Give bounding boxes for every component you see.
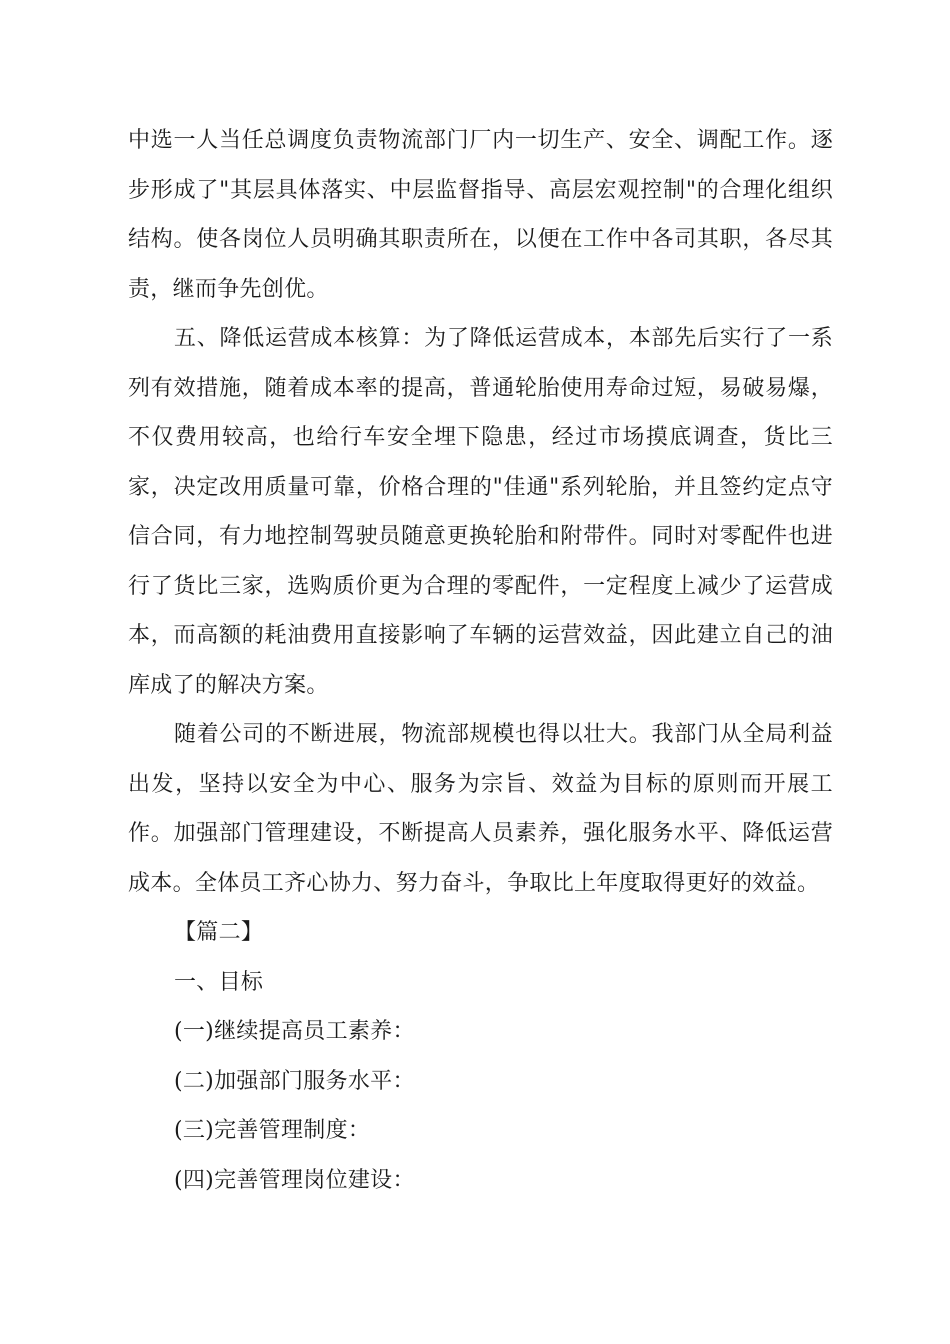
goal-item: (三)完善管理制度：	[174, 1118, 371, 1143]
goal-heading: 一、目标	[174, 969, 264, 995]
document-body	[128, 116, 833, 1205]
paragraph-development: 随着公司的不断进展，物流部规模也得以壮大。我部门从全局利益出发，坚持以安全为中心、服务为宗旨、效益为目标的原则而开展工作。加强部门管理建设，不断提高人员素养，强化服务水平、降低运营成本。全体员工齐心协力、努力奋斗，争取比上年度取得更好的效益。	[128, 722, 833, 896]
section-heading: 【篇二】	[174, 920, 264, 945]
paragraph-org-structure: 中选一人当任总调度负责物流部门厂内一切生产、安全、调配工作。逐步形成了"其层具体落实、中层监督指导、高层宏观控制"的合理化组织结构。使各岗位人员明确其职责所在，以便在工作中各司其职，各尽其责，继而争先创优。	[128, 128, 833, 302]
goal-item: (一)继续提高员工素养：	[174, 1019, 415, 1044]
goal-item: (二)加强部门服务水平：	[174, 1068, 415, 1094]
paragraph-cost-reduction: 五、降低运营成本核算：为了降低运营成本，本部先后实行了一系列有效措施，随着成本率的提高，普通轮胎使用寿命过短，易破易爆，不仅费用较高，也给行车安全埋下隐患，经过市场摸底调查，货比三家，决定改用质量可靠，价格合理的"佳通"系列轮胎，并且签约定点守信合同，有力地控制驾驶员随意更换轮胎和附带件。同时对零配件也进行了货比三家，选购质价更为合理的零配件，一定程度上减少了运营成本，而高额的耗油费用直接影响了车辆的运营效益，因此建立自己的油库成了的解决方案。	[128, 326, 833, 698]
goal-item: (四)完善管理岗位建设：	[174, 1167, 415, 1193]
